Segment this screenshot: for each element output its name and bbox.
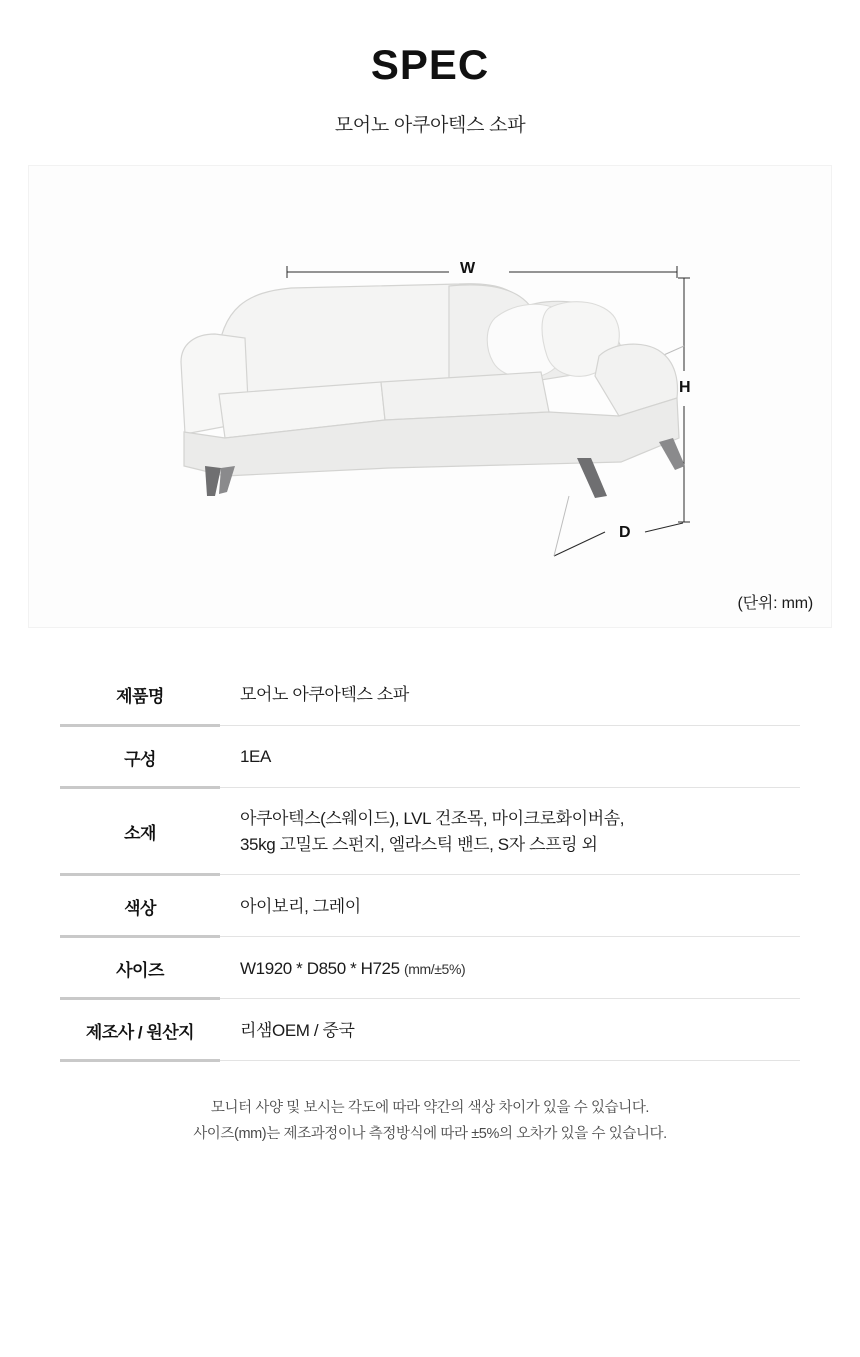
table-row	[60, 937, 800, 999]
page-header	[0, 0, 860, 137]
dimension-label-depth: D	[619, 524, 631, 542]
table-row	[60, 725, 800, 787]
page-title: SPEC	[370, 41, 490, 88]
dimension-label-width: W	[460, 260, 476, 278]
sofa-illustration	[29, 166, 831, 627]
spec-label: 소재	[60, 787, 220, 875]
spec-value-line1: W1920 * D850 * H725	[240, 958, 400, 978]
dimension-label-height: H	[679, 379, 691, 397]
product-image-panel	[28, 165, 832, 628]
spec-value-line1: 아이보리, 그레이	[240, 896, 361, 916]
spec-label: 제조사 / 원산지	[60, 999, 220, 1061]
table-row	[60, 875, 800, 937]
footnote-line-1: 모니터 사양 및 보시는 각도에 따라 약간의 색상 차이가 있을 수 있습니다.	[210, 1100, 650, 1117]
spec-table	[60, 664, 800, 1062]
spec-value	[220, 875, 800, 937]
spec-label: 사이즈	[60, 937, 220, 999]
table-row	[60, 664, 800, 725]
spec-label: 색상	[60, 875, 220, 937]
footnote-line-2: 사이즈(mm)는 제조과정이나 측정방식에 따라 ±5%의 오차가 있을 수 있습니다.	[193, 1125, 667, 1142]
spec-value-line1: 모어노 아쿠아텍스 소파	[240, 685, 409, 705]
product-name-subtitle: 모어노 아쿠아텍스 소파	[334, 115, 526, 137]
table-row	[60, 999, 800, 1061]
spec-value-line1: 아쿠아텍스(스웨이드), LVL 건조목, 마이크로화이버솜,	[240, 808, 625, 828]
spec-label: 구성	[60, 725, 220, 787]
spec-value	[220, 999, 800, 1061]
spec-value	[220, 664, 800, 725]
unit-note: (단위: mm)	[737, 595, 813, 613]
spec-value-line1: 리샘OEM / 중국	[240, 1020, 355, 1040]
spec-label: 제품명	[60, 664, 220, 725]
table-row	[60, 787, 800, 875]
spec-value-line1: 1EA	[240, 746, 271, 766]
spec-value	[220, 937, 800, 999]
spec-value-suffix: (mm/±5%)	[404, 960, 466, 977]
spec-value	[220, 787, 800, 875]
footnotes	[0, 1096, 860, 1147]
spec-value	[220, 725, 800, 787]
spec-value-line2: 35kg 고밀도 스펀지, 엘라스틱 밴드, S자 스프링 외	[240, 834, 598, 854]
